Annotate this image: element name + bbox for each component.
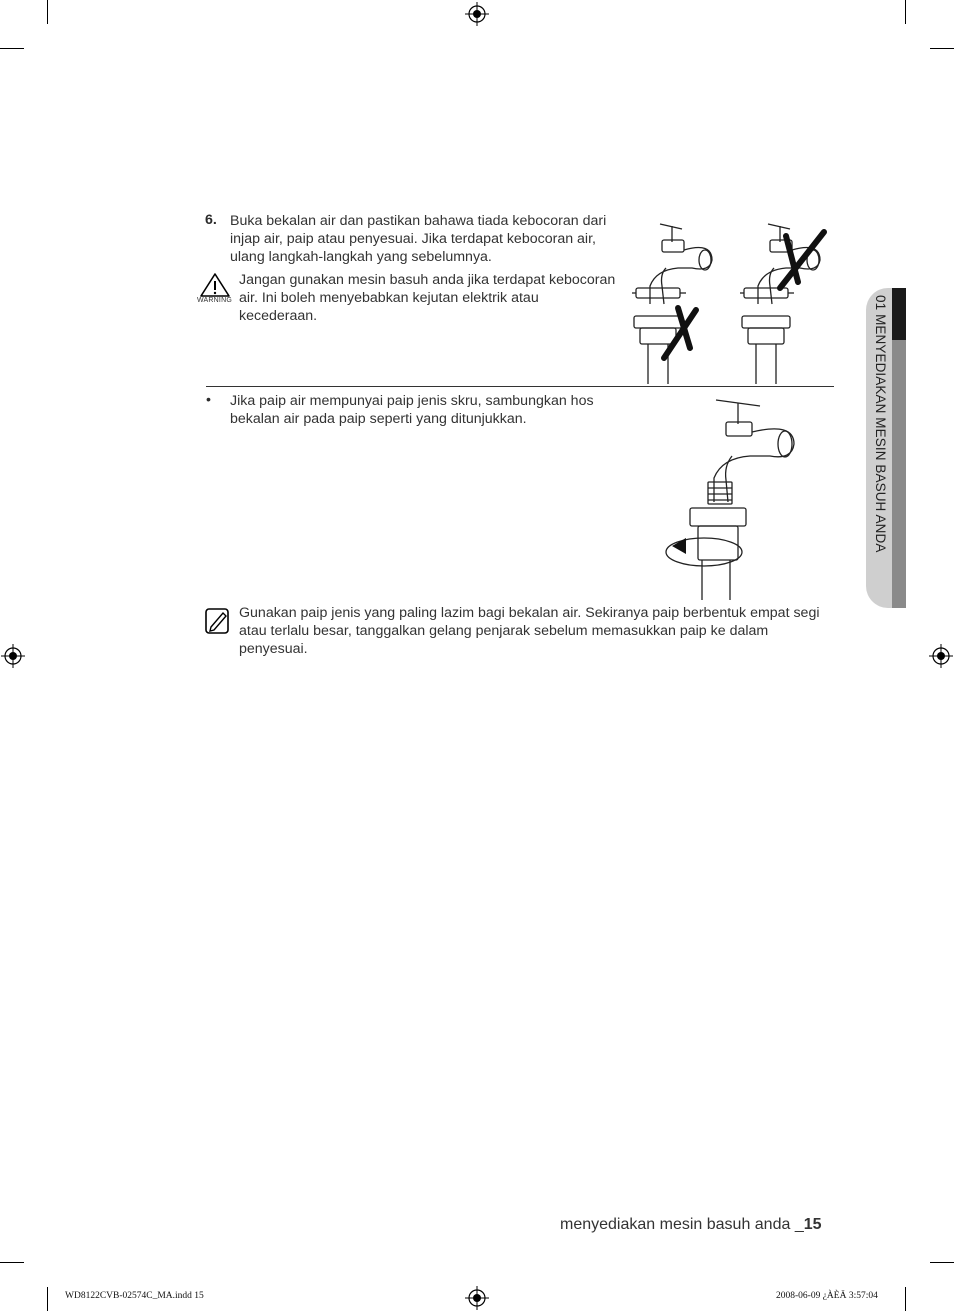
crop-mark <box>47 0 48 24</box>
crop-mark <box>0 1262 24 1263</box>
page-footer <box>560 1216 822 1234</box>
chapter-tab-dark-marker <box>892 288 906 340</box>
crop-mark <box>905 0 906 24</box>
crop-mark <box>0 48 24 49</box>
print-slug-file: WD8122CVB-02574C_MA.indd 15 <box>65 1291 204 1301</box>
note-pencil-icon <box>205 607 231 635</box>
page-number: 15 <box>803 1216 822 1233</box>
bullet-symbol: • <box>206 392 211 408</box>
crop-mark <box>905 1287 906 1311</box>
chapter-tab-grey-bar <box>892 340 906 608</box>
crop-mark <box>47 1287 48 1311</box>
crop-mark <box>930 48 954 49</box>
print-slug-date: 2008-06-09 ¿ÀÈÄ 3:57:04 <box>776 1291 878 1301</box>
note-text: Gunakan paip jenis yang paling lazim bagi bekalan air. Sekiranya paip berbentuk empat segi atau terlalu besar, tanggalkan gelang penjarak sebelum memasukkan paip ke dalam penyesuai. <box>239 605 820 657</box>
screw-faucet-illustration <box>660 388 800 600</box>
chapter-tab-label: 01 MENYEDIAKAN MESIN BASUH ANDA <box>873 295 888 553</box>
registration-mark-icon <box>1 644 25 668</box>
footer-title: menyediakan mesin basuh anda _ <box>560 1216 804 1233</box>
step-number: 6. <box>205 212 217 228</box>
registration-mark-icon <box>929 644 953 668</box>
section-divider <box>206 386 834 387</box>
faucet-leak-illustration <box>620 212 835 384</box>
warning-label: WARNING <box>197 297 232 304</box>
warning-text: Jangan gunakan mesin basuh anda jika terdapat kebocoran air. Ini boleh menyebabkan kejutan elektrik atau kecederaan. <box>239 272 616 324</box>
registration-mark-icon <box>465 2 489 26</box>
crop-mark <box>930 1262 954 1263</box>
registration-mark-icon <box>465 1286 489 1310</box>
bullet-text: Jika paip air mempunyai paip jenis skru, sambungkan hos bekalan air pada paip seperti yang ditunjukkan. <box>230 393 594 427</box>
step-6-text: Buka bekalan air dan pastikan bahawa tiada kebocoran dari injap air, paip atau penyesuai. Jika terdapat kebocoran air, ulang langkah-langkah yang sebelumnya. <box>230 213 607 265</box>
